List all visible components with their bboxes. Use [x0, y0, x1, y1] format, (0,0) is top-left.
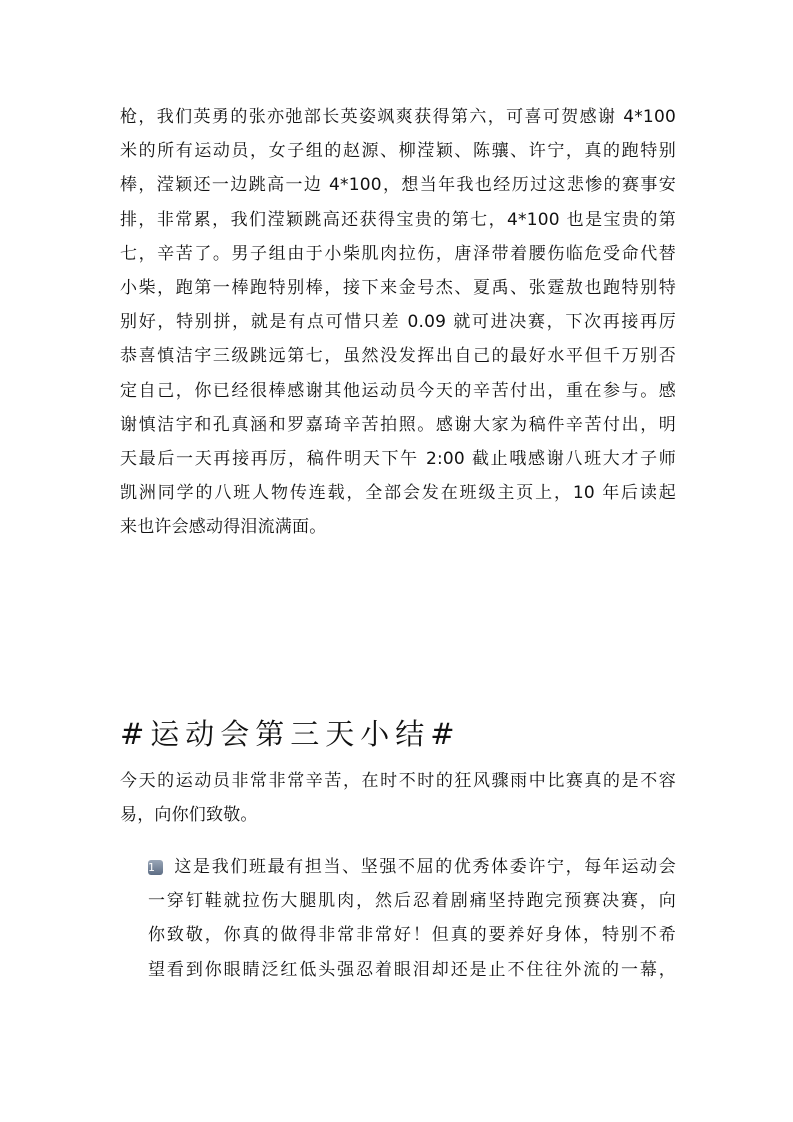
paragraph-line: 来也许会感动得泪流满面。	[120, 517, 327, 538]
paragraph-line: 天最后一天再接再厉，稿件明天下午 2:00 截止哦感谢八班大才子师	[120, 448, 676, 469]
body-paragraph	[120, 100, 676, 544]
paragraph-line: 恭喜慎洁宇三级跳远第七，虽然没发挥出自己的最好水平但千万别否	[120, 346, 676, 367]
paragraph-line: 棒，滢颖还一边跳高一边 4*100，想当年我也经历过这悲惨的赛事安	[120, 175, 676, 196]
paragraph-line: 易，向你们致敬。	[120, 805, 258, 826]
keycap-digit-one-icon: 1	[148, 860, 163, 875]
paragraph-line: 定自己，你已经很棒感谢其他运动员今天的辛苦付出，重在参与。感	[120, 380, 676, 401]
paragraph-line: 七，辛苦了。男子组由于小柴肌肉拉伤，唐泽带着腰伤临危受命代替	[120, 243, 676, 264]
list-item-text: 这是我们班最有担当、坚强不屈的优秀体委许宁，每年运动会	[173, 857, 676, 877]
paragraph-line: 别好，特别拼，就是有点可惜只差 0.09 就可进决赛，下次再接再厉	[120, 312, 676, 333]
paragraph-line: 望看到你眼睛泛红低头强忍着眼泪却还是止不住往外流的一幕，	[148, 959, 676, 980]
list-item-first-line	[148, 850, 676, 884]
paragraph-line: 米的所有运动员，女子组的赵源、柳滢颖、陈骧、许宁，真的跑特别	[120, 141, 676, 162]
paragraph-line: 你致敬，你真的做得非常非常好！但真的要养好身体，特别不希	[148, 925, 676, 946]
list-item	[148, 850, 676, 987]
intro-paragraph	[120, 764, 676, 832]
paragraph-line: 谢慎洁宇和孔真涵和罗嘉琦辛苦拍照。感谢大家为稿件辛苦付出，明	[120, 414, 676, 435]
section-heading: #运动会第三天小结#	[120, 717, 461, 751]
paragraph-line: 枪，我们英勇的张亦弛部长英姿飒爽获得第六，可喜可贺感谢 4*100	[120, 107, 676, 127]
paragraph-line: 排，非常累，我们滢颖跳高还获得宝贵的第七，4*100 也是宝贵的第	[120, 209, 676, 230]
paragraph-line: 凯洲同学的八班人物传连载，全部会发在班级主页上，10 年后读起	[120, 483, 676, 504]
paragraph-line: 今天的运动员非常非常辛苦，在时不时的狂风骤雨中比赛真的是不容	[120, 771, 676, 791]
paragraph-line: 小柴，跑第一棒跑特别棒，接下来金号杰、夏禹、张霆敖也跑特别特	[120, 277, 676, 298]
paragraph-line: 一穿钉鞋就拉伤大腿肌肉，然后忍着剧痛坚持跑完预赛决赛，向	[148, 891, 676, 912]
